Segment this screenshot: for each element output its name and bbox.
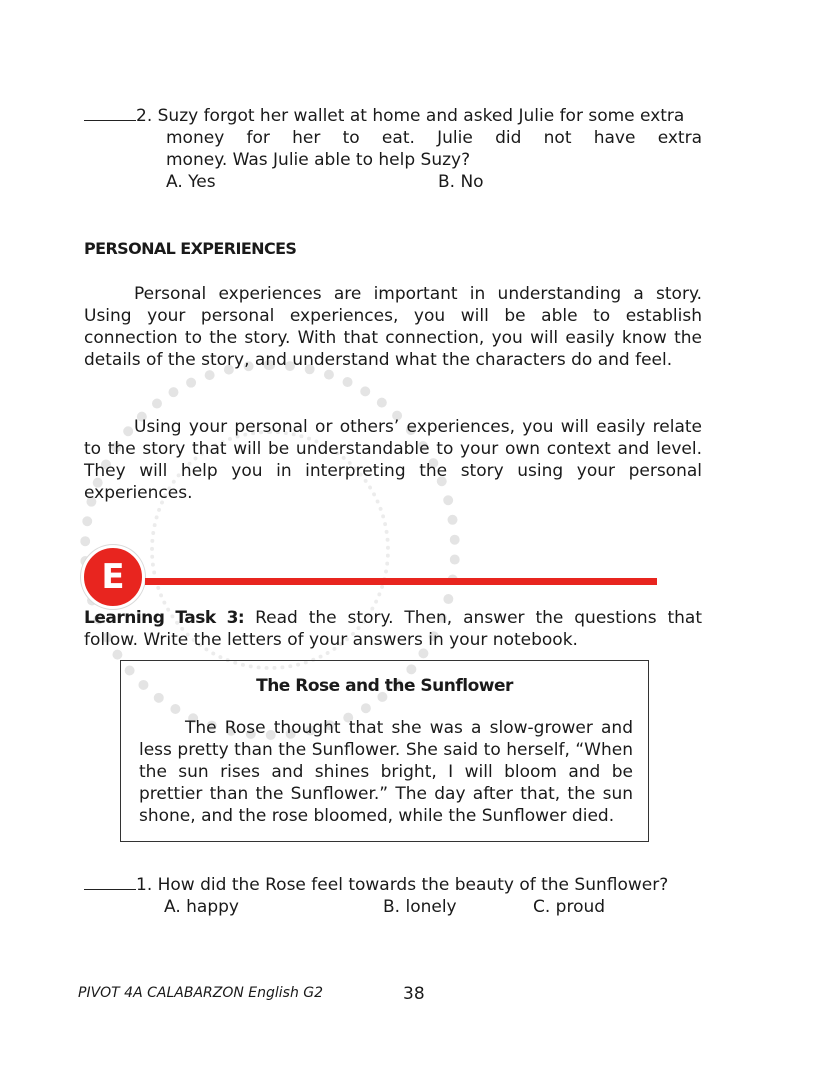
question-1 <box>84 874 702 918</box>
story-box <box>120 660 649 842</box>
choice-b: B. lonely <box>383 897 457 917</box>
section-heading: PERSONAL EXPERIENCES <box>84 239 297 258</box>
learning-task-label: Learning Task 3: <box>84 608 245 628</box>
learning-task-3 <box>84 607 702 651</box>
question-2-text: 2. Suzy forgot her wallet at home and asked Julie for some extra <box>136 106 685 126</box>
story-body: The Rose thought that she was a slow-grower and less pretty than the Sunflower. She said to herself, “When the sun rises and shines bright, I will bloom and be prettier than the Sunflower.” The day after that, the sun shone, and the rose bloomed, while the Sunflower died. <box>139 718 633 826</box>
question-2 <box>84 105 702 193</box>
answer-blank <box>84 875 136 890</box>
answer-blank <box>84 106 136 121</box>
question-1-text: 1. How did the Rose feel towards the beauty of the Sunflower? <box>136 875 669 895</box>
section-e-badge: E <box>81 545 145 609</box>
choice-a: A. Yes <box>166 172 216 192</box>
paragraph-personal-2: Using your personal or others’ experiences, you will easily relate to the story that will be understandable to your own context and level. They will help you in interpreting the story using your personal experiences. <box>84 417 702 503</box>
page-number: 38 <box>403 984 425 1004</box>
question-2-line: money for her to eat. Julie did not have extra <box>166 128 702 148</box>
choice-b: B. No <box>438 172 484 192</box>
choice-a: A. happy <box>164 897 239 917</box>
section-e-divider <box>145 578 657 585</box>
story-title: The Rose and the Sunflower <box>256 676 513 696</box>
footer-source: PIVOT 4A CALABARZON English G2 <box>78 985 324 1001</box>
question-2-line: money. Was Julie able to help Suzy? <box>166 150 471 170</box>
paragraph-personal-1: Personal experiences are important in understanding a story. Using your personal experiences, you will be able to establish connection to the story. With that connection, you will easily know the details of the story, and understand what the characters do and feel. <box>84 284 702 370</box>
learning-task-instructions: Read the story. Then, answer the questions that follow. Write the letters of your answers in your notebook. <box>84 608 702 650</box>
choice-c: C. proud <box>533 897 606 917</box>
